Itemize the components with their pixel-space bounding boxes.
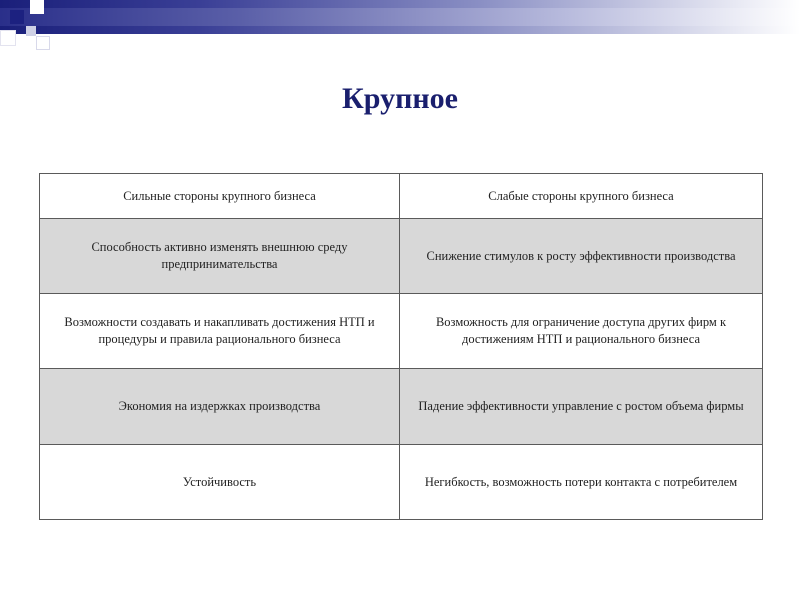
comparison-table	[39, 173, 763, 520]
table-cell-strength: Экономия на издержках производства	[40, 369, 400, 445]
table-row	[40, 369, 763, 445]
table-cell-strength: Возможности создавать и накапливать достижения НТП и процедуры и правила рационального бизнеса	[40, 294, 400, 369]
decorative-square	[0, 30, 16, 46]
table-row	[40, 294, 763, 369]
table-cell-weakness: Снижение стимулов к росту эффективности производства	[400, 219, 763, 294]
table-header-row	[40, 174, 763, 219]
table-cell-strength: Способность активно изменять внешнюю среду предпринимательства	[40, 219, 400, 294]
header-strengths: Сильные стороны крупного бизнеса	[40, 174, 400, 219]
decorative-square	[36, 36, 50, 50]
header-weaknesses: Слабые стороны крупного бизнеса	[400, 174, 763, 219]
slide-title: Крупное	[342, 82, 458, 115]
decorative-header-stripe	[0, 8, 800, 26]
table-cell-weakness: Падение эффективности управление с ростом объема фирмы	[400, 369, 763, 445]
decorative-square	[30, 0, 44, 14]
table-cell-strength: Устойчивость	[40, 445, 400, 520]
table-cell-weakness: Негибкость, возможность потери контакта с потребителем	[400, 445, 763, 520]
decorative-header-band	[0, 0, 800, 34]
table-cell-weakness: Возможность для ограничение доступа других фирм к достижениям НТП и рационального бизнеса	[400, 294, 763, 369]
decorative-square	[26, 26, 36, 36]
table-row	[40, 219, 763, 294]
decorative-square	[10, 10, 24, 24]
table-row	[40, 445, 763, 520]
